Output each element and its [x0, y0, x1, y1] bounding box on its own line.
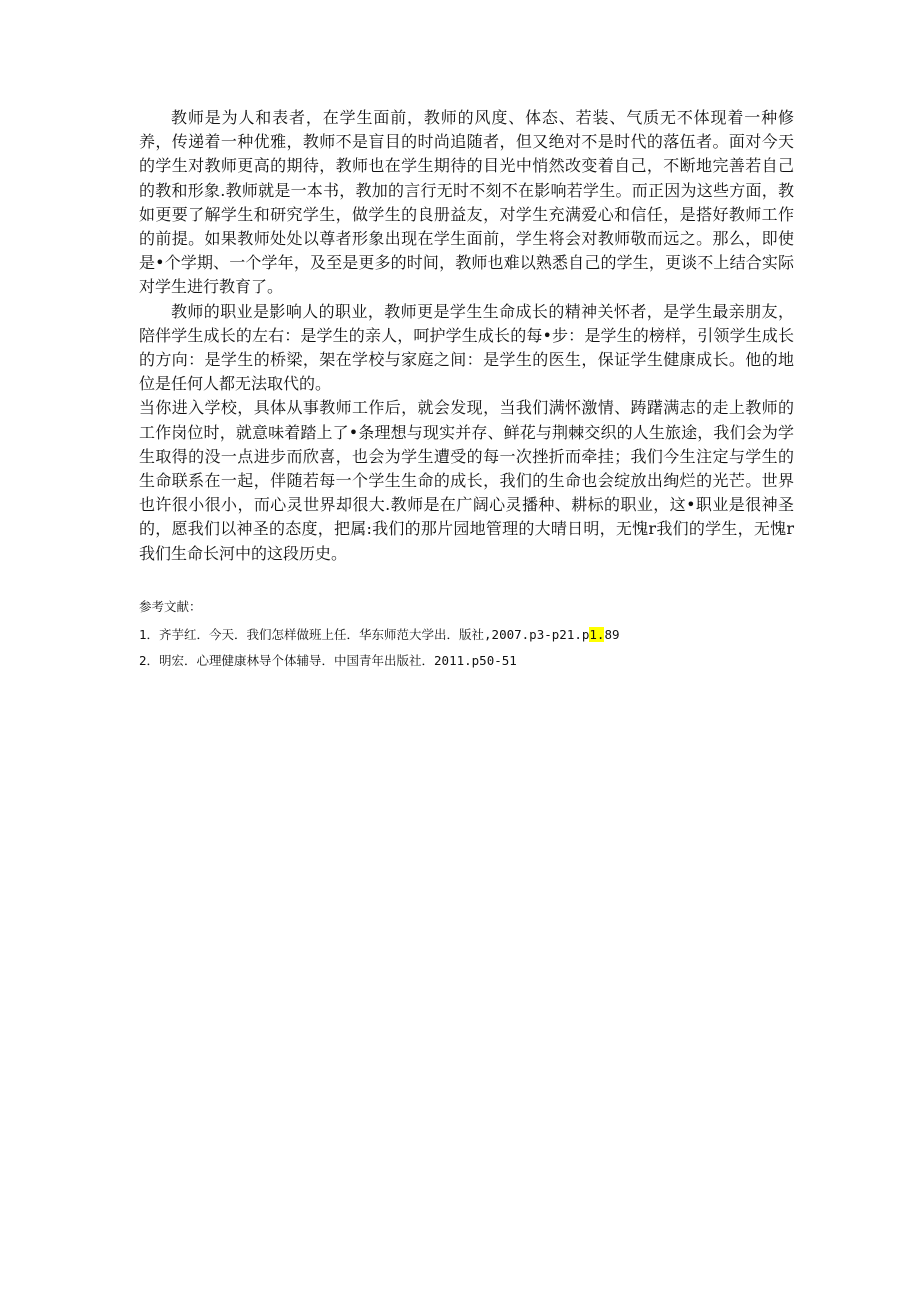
reference-item-2: [139, 648, 794, 674]
reference-number: 1: [139, 627, 147, 642]
reference-text: ．齐芋红．今天．我们怎样做班上任．华东师范大学出．版社,2007.p3-p21.p: [146, 627, 590, 642]
paragraph-1: 教师是为人和表者，在学生面前，教师的风度、体态、若装、气质无不体现着一种修养，传递着一种优雅，教师不是盲目的时尚追随者，但又绝对不是时代的落伍者。面对今天的学生对教师更高的期待，教师也在学生期待的目光中悄然改变着自己，不断地完善若自己的教和形象.教师就是一本书，教加的言行无时不刻不在影响若学生。而正因为这些方面，教如更要了解学生和研究学生，做学生的良册益友，对学生充满爱心和信任，是搭好教师工作的前提。如果教师处处以尊者形象出现在学生面前，学生将会对教师敬而远之。那么，即使是•个学期、一个学年，及至是更多的时间，教师也难以熟悉自己的学生，更谈不上结合实际对学生进行教育了。: [139, 108, 794, 297]
paragraph-2: 教师的职业是影响人的职业，教师更是学生生命成长的精神关怀者，是学生最亲朋友，陪伴学生成长的左右：是学生的亲人，呵护学生成长的每•步：是学生的榜样，引领学生成长的方向：是学生的桥梁，架在学校与家庭之间：是学生的医生，保证学生健康成长。他的地位是任何人都无法取代的。: [139, 301, 794, 394]
highlighted-text: 1.: [589, 627, 605, 642]
references-heading: 参考文献：: [139, 599, 202, 614]
references-section: [139, 594, 794, 674]
reference-number: 2: [139, 653, 147, 668]
body-text: [139, 106, 794, 566]
paragraph-3: 当你进入学校，具体从事教师工作后，就会发现，当我们满怀激情、踌躇满志的走上教师的工作岗位时，就意味着踏上了•条理想与现实并存、鲜花与荆棘交织的人生旅途，我们会为学生取得的没一点进步而欣喜，也会为学生遭受的每一次挫折而牵挂；我们今生注定与学生的生命联系在一起，伴随若每一个学生生命的成长，我们的生命也会绽放出绚烂的光芒。世界也许很小很小，而心灵世界却很大.教师是在广阔心灵播种、耕标的职业，这•职业是很神圣的，愿我们以神圣的态度，把属:我们的那片园地管理的大晴日明，无愧r我们的学生，无愧r我们生命长河中的这段历史。: [139, 398, 794, 563]
reference-item-1: [139, 622, 794, 648]
reference-text-tail: 89: [604, 627, 620, 642]
reference-text: ．明宏．心理健康林导个体辅导．中国青年出版社．2011.p50-51: [146, 653, 517, 668]
